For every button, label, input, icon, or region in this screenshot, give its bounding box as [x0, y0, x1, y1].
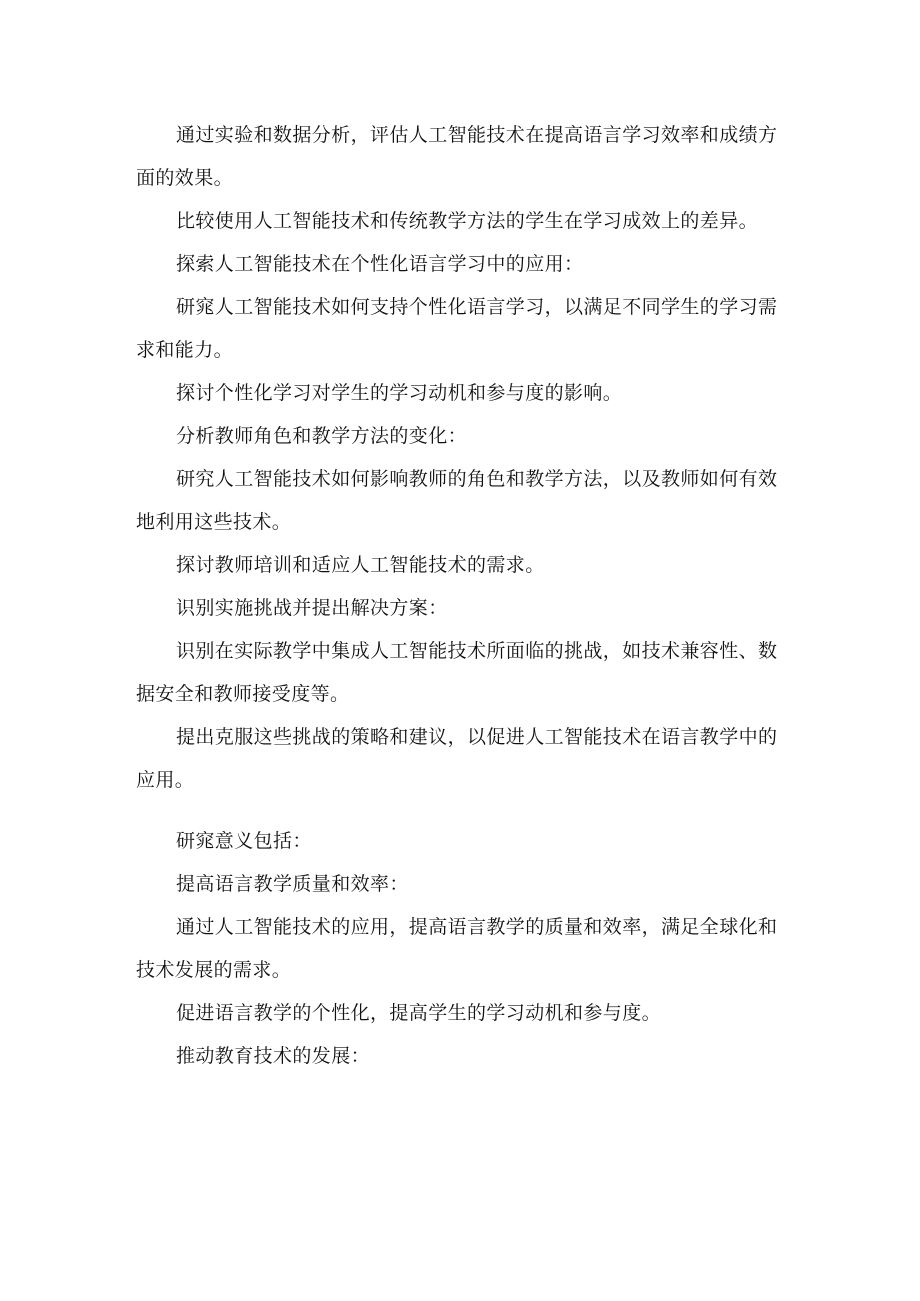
- paragraph-personalized-support: 研窕人工智能技术如何支持个性化语言学习，以满足不同学生的学习需求和能力。: [136, 296, 778, 361]
- paragraph-teacher-role-study: 研究人工智能技术如何影响教师的角色和教学方法，以及教师如何有效地利用这些技术。: [136, 468, 778, 533]
- paragraph-motivation-impact: 探讨个性化学习对学生的学习动机和参与度的影响。: [176, 382, 623, 404]
- paragraph-personalization: 促进语言教学的个性化，提高学生的学习动机和参与度。: [176, 1002, 662, 1024]
- section-gap: [136, 802, 786, 820]
- paragraph-heading-teacher-role: 分析教师角色和教学方法的变化：: [176, 425, 468, 447]
- paragraph-heading-personalized: 探索人工智能技术在个性化语言学习中的应用：: [176, 253, 584, 275]
- paragraph-strategies: 提出克服这些挑战的策略和建议，以促进人工智能技术在语言教学中的应用。: [136, 726, 778, 791]
- paragraph-heading-challenges: 识别实施挑战并提出解决方案：: [176, 597, 448, 619]
- paragraph-evaluate-effect: 通过实验和数据分析，评估人工智能技术在提高语言学习效率和成绩方面的效果。: [136, 124, 778, 189]
- paragraph-compare-methods: 比较使用人工智能技术和传统教学方法的学生在学习成效上的差异。: [176, 210, 759, 232]
- paragraph-teacher-training: 探讨教师培训和适应人工智能技术的需求。: [176, 554, 545, 576]
- paragraph-heading-edtech: 推动教育技术的发展：: [176, 1045, 371, 1067]
- paragraph-quality-efficiency: 通过人工智能技术的应用，提高语言教学的质量和效率，满足全球化和技术发展的需求。: [136, 916, 778, 981]
- document-body: [136, 114, 786, 1078]
- paragraph-identify-challenges: 识别在实际教学中集成人工智能技术所面临的挑战，如技术兼容性、数据安全和教师接受度等。: [136, 640, 778, 705]
- paragraph-heading-quality: 提高语言教学质量和效率：: [176, 873, 409, 895]
- paragraph-significance-heading: 研窕意义包括：: [176, 830, 312, 852]
